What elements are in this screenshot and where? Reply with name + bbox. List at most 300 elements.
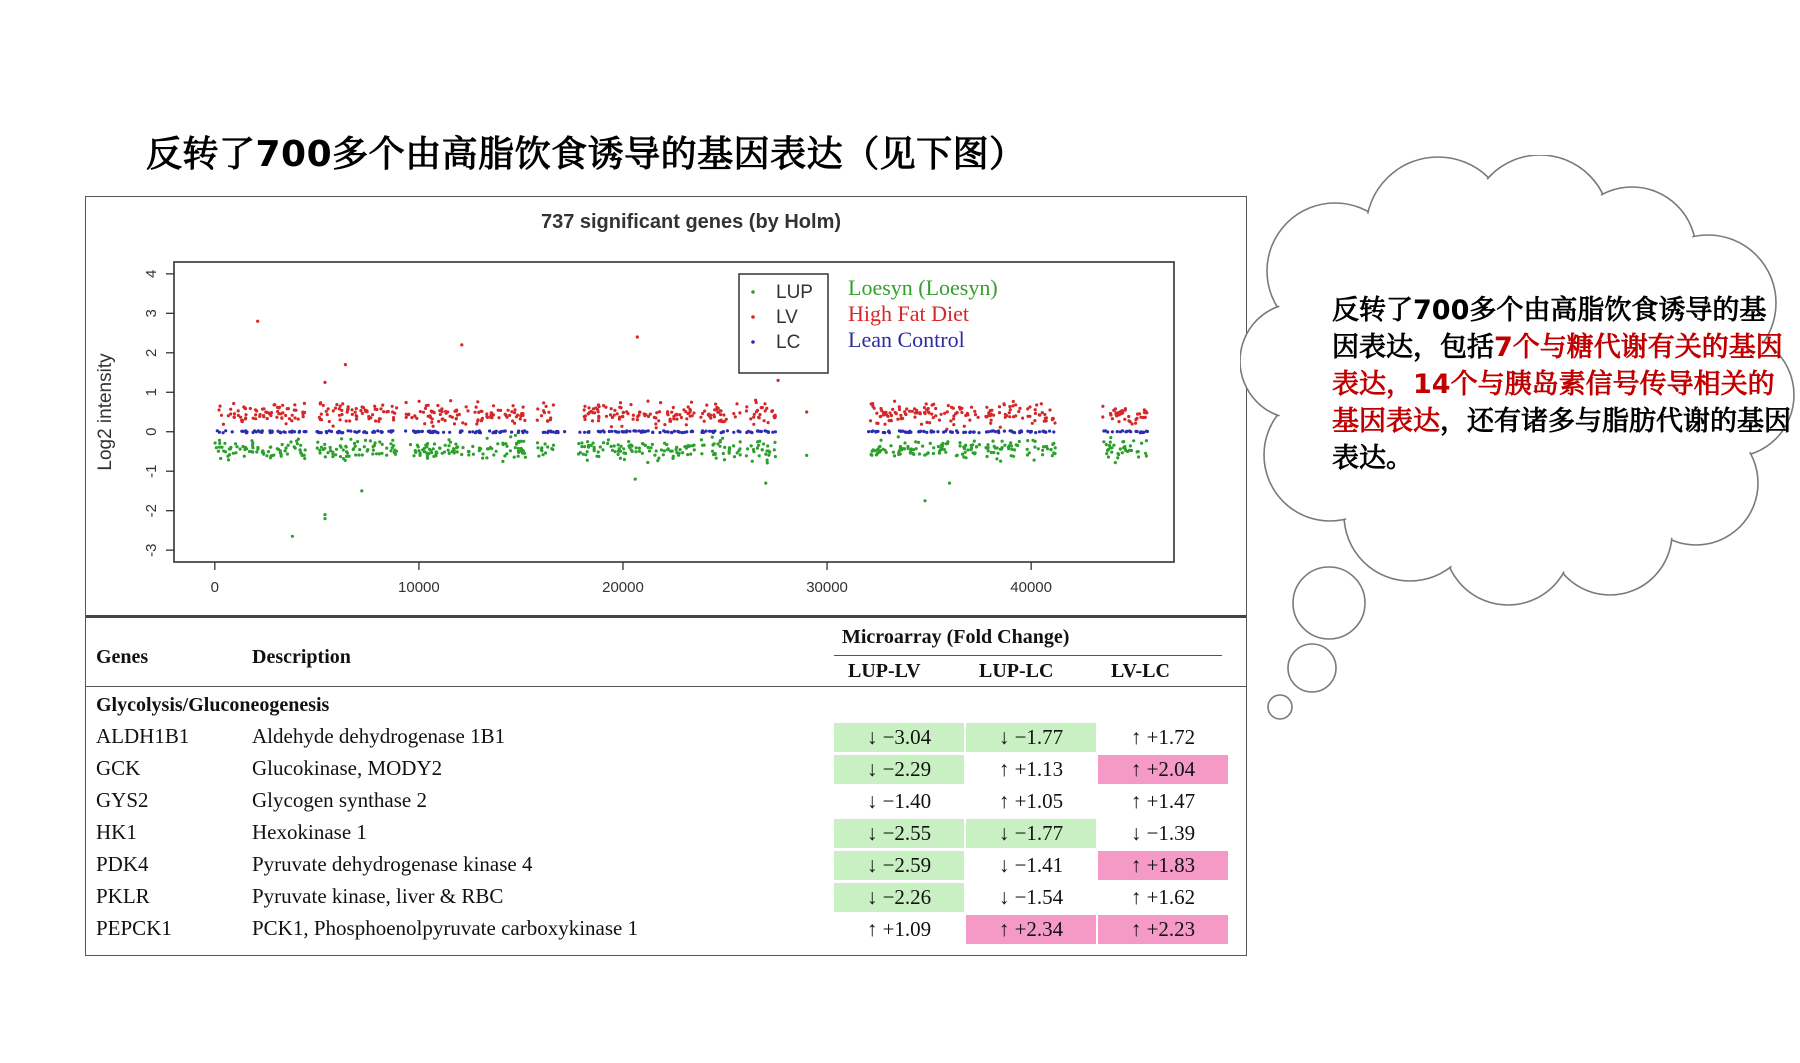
fold-change-cell: ↑ +1.13 [998,757,1064,781]
data-point [490,416,493,419]
data-point [937,445,940,448]
data-point [613,444,616,447]
data-point [1018,407,1021,410]
data-point [668,420,671,423]
data-point [764,409,767,412]
data-point [540,446,543,449]
data-point [925,421,928,424]
data-point [1003,430,1006,433]
data-point [614,430,617,433]
data-point [316,447,319,450]
data-point [345,419,348,422]
data-point [404,429,407,432]
data-point [946,410,949,413]
data-point [749,430,752,433]
data-point [495,450,498,453]
data-point [351,408,354,411]
section-heading: Glycolysis/Gluconeogenesis [96,694,330,716]
data-point [516,414,519,417]
data-point [356,440,359,443]
data-point [609,413,612,416]
data-point [620,425,623,428]
data-point [1033,419,1036,422]
data-point [684,410,687,413]
data-point [267,450,270,453]
data-point [621,415,624,418]
data-point [546,445,549,448]
data-point [1109,436,1112,439]
data-point-outlier [460,343,463,346]
data-point [298,431,301,434]
data-point [973,440,976,443]
data-point [940,413,943,416]
legend-side-label: Loesyn (Loesyn) [848,275,998,300]
data-point [1012,415,1015,418]
x-tick-label: 10000 [398,579,440,596]
data-point [335,448,338,451]
data-point [925,431,928,434]
data-point [359,409,362,412]
data-point [728,452,731,455]
data-point [936,430,939,433]
data-point [758,413,761,416]
data-point [215,446,218,449]
data-point [276,447,279,450]
data-point [425,404,428,407]
data-point [913,416,916,419]
data-point [475,430,478,433]
data-point [1030,430,1033,433]
data-point [925,402,928,405]
data-point [762,442,765,445]
data-point [653,416,656,419]
data-point [767,421,770,424]
data-point [481,452,484,455]
data-point [898,449,901,452]
gene-description: Aldehyde dehydrogenase 1B1 [252,724,506,748]
data-point [241,445,244,448]
data-point [649,413,652,416]
data-point [1052,442,1055,445]
data-point [714,452,717,455]
data-point [1054,446,1057,449]
data-point [389,449,392,452]
data-point [339,444,342,447]
data-point [505,414,508,417]
data-point [417,449,420,452]
data-point-outlier [634,478,637,481]
data-point [721,437,724,440]
data-point [1045,419,1048,422]
data-point [934,414,937,417]
data-point [288,417,291,420]
data-point [1122,440,1125,443]
series-lup [214,434,1149,538]
data-point [625,429,628,432]
data-point [876,448,879,451]
data-point [607,438,610,441]
data-point [578,431,581,434]
data-point [414,451,417,454]
data-point [294,447,297,450]
data-point [243,455,246,458]
data-point [583,408,586,411]
data-point [536,446,539,449]
data-point [377,420,380,423]
data-point [651,431,654,434]
fold-change-cell: ↓ −3.04 [834,723,964,752]
data-point [361,453,364,456]
data-point [1106,449,1109,452]
data-point [745,454,748,457]
data-point [590,410,593,413]
data-point [413,414,416,417]
data-point [1041,449,1044,452]
data-point [475,422,478,425]
data-point [453,422,456,425]
data-point [722,420,725,423]
y-tick-label: 2 [142,348,160,357]
data-point [224,450,227,453]
data-point [655,449,658,452]
data-point [675,448,678,451]
data-point [719,413,722,416]
header-microarray: Microarray (Fold Change) [842,626,1070,648]
data-point [1124,407,1127,410]
data-point [728,448,731,451]
data-point [354,453,357,456]
data-point [647,429,650,432]
data-point [497,416,500,419]
data-point [1008,411,1011,414]
data-point [628,430,631,433]
data-point [422,411,425,414]
data-point [610,407,613,410]
data-point [989,409,992,412]
data-point [455,417,458,420]
data-point [994,430,997,433]
data-point [763,402,766,405]
data-point [452,447,455,450]
data-point [610,445,613,448]
data-point [966,412,969,415]
data-point [439,413,442,416]
data-point [1002,402,1005,405]
data-point [1003,444,1006,447]
legend-side-label: High Fat Diet [848,301,969,326]
cloud-bubble [1268,695,1292,719]
data-point [347,429,350,432]
data-point [903,441,906,444]
data-point [340,431,343,434]
data-point [1007,446,1010,449]
data-point [234,442,237,445]
data-point [622,447,625,450]
data-point [685,423,688,426]
data-point [977,416,980,419]
data-point [250,450,253,453]
data-point [232,402,235,405]
data-point [522,406,525,409]
data-point [1109,446,1112,449]
data-point [763,419,766,422]
data-point [448,452,451,455]
data-point [1105,443,1108,446]
data-point [757,444,760,447]
data-point [318,449,321,452]
data-point [978,443,981,446]
data-point [998,411,1001,414]
data-point [537,455,540,458]
y-tick-label: 4 [142,269,160,279]
data-point [513,456,516,459]
data-point [1041,411,1044,414]
data-point [882,448,885,451]
data-point [577,442,580,445]
data-point [903,430,906,433]
data-point [261,451,264,454]
data-point [295,439,298,442]
data-point [542,409,545,412]
data-point [357,453,360,456]
data-point [371,452,374,455]
data-point [1101,415,1104,418]
data-point [228,447,231,450]
data-point [449,441,452,444]
data-point [947,404,950,407]
data-point [391,446,394,449]
data-point [973,410,976,413]
legend-marker [751,290,755,294]
data-point [687,405,690,408]
legend-marker [751,315,755,319]
data-point [932,446,935,449]
data-point [969,448,972,451]
data-point [437,420,440,423]
data-point [909,449,912,452]
data-point [299,444,302,447]
data-point [513,408,516,411]
data-point [1117,453,1120,456]
data-point [1102,429,1105,432]
data-point [726,429,729,432]
data-point [496,442,499,445]
data-point [692,411,695,414]
data-point [714,403,717,406]
gene-description: Pyruvate dehydrogenase kinase 4 [252,852,533,876]
data-point [718,445,721,448]
data-point [643,414,646,417]
data-point [441,417,444,420]
gene-description: Hexokinase 1 [252,820,367,844]
data-point [733,455,736,458]
data-point [675,418,678,421]
fold-change-cell: ↓ −1.54 [998,885,1064,909]
data-point [1145,411,1148,414]
data-point [951,431,954,434]
data-point [667,430,670,433]
data-point [1117,420,1120,423]
data-point [774,414,777,417]
data-point [767,450,770,453]
data-point [773,448,776,451]
data-point [459,430,462,433]
data-point [345,455,348,458]
cloud-text-highlight: 7个与糖代谢有关的基因表达，14个与胰岛素信号传导相关的基因表达 [1332,332,1783,437]
data-point [1021,417,1024,420]
data-point [489,446,492,449]
data-point [1042,430,1045,433]
data-point [622,411,625,414]
data-point [593,448,596,451]
legend-label: LV [776,307,798,328]
data-point [923,411,926,414]
data-point [293,430,296,433]
cloud-text [1332,292,1792,477]
data-point [739,453,742,456]
data-point [722,413,725,416]
data-point [876,430,879,433]
data-point [678,413,681,416]
data-point [1144,452,1147,455]
data-point [617,443,620,446]
data-point [326,451,329,454]
series-lv [217,320,1148,431]
fold-change-cell: ↓ −1.41 [998,853,1064,877]
data-point [690,401,693,404]
data-point [735,402,738,405]
data-point [681,451,684,454]
data-point [919,412,922,415]
data-point [294,409,297,412]
data-point [552,444,555,447]
data-point [966,448,969,451]
data-point-outlier [764,482,767,485]
data-point [453,410,456,413]
data-point [767,454,770,457]
data-point [1053,421,1056,424]
data-point [276,430,279,433]
data-point [476,419,479,422]
data-point [1037,447,1040,450]
data-point [1034,408,1037,411]
data-point [944,430,947,433]
data-point [895,412,898,415]
data-point [1131,422,1134,425]
data-point [689,453,692,456]
data-point [672,415,675,418]
data-point [646,400,649,403]
fold-change-cell: ↓ −2.26 [834,883,964,912]
data-point [692,444,695,447]
data-point [930,429,933,432]
data-point [521,430,524,433]
data-point [949,419,952,422]
legend-label: LUP [776,282,813,303]
data-point [899,414,902,417]
data-point [232,452,235,455]
data-point [303,430,306,433]
data-point [345,450,348,453]
data-point [447,444,450,447]
data-point [912,453,915,456]
data-point [871,402,874,405]
data-point [481,457,484,460]
data-point [584,453,587,456]
data-point [557,431,560,434]
data-point [426,442,429,445]
data-point [641,452,644,455]
gene-name: HK1 [96,820,137,844]
data-point [438,409,441,412]
data-point [1138,412,1141,415]
data-point [240,419,243,422]
data-point [987,449,990,452]
fold-change-cell: ↓ −2.29 [834,755,964,784]
data-point [677,454,680,457]
data-point [385,447,388,450]
slide-title: 反转了700多个由高脂饮食诱导的基因表达（见下图） [146,134,1026,175]
data-point [995,457,998,460]
data-point [586,431,589,434]
data-point [363,445,366,448]
data-point [513,422,516,425]
data-point [233,416,236,419]
data-point [597,450,600,453]
fold-change-cell: ↑ +1.05 [998,789,1064,813]
data-point [220,414,223,417]
data-point [583,445,586,448]
data-point [476,400,479,403]
gene-name: PDK4 [96,852,149,876]
data-point [703,410,706,413]
data-point [999,448,1002,451]
data-point [385,454,388,457]
data-point [502,443,505,446]
data-point [659,401,662,404]
data-point [451,450,454,453]
data-point [587,446,590,449]
data-point [1101,405,1104,408]
data-point [270,454,273,457]
data-point [517,455,520,458]
data-point [655,426,658,429]
data-point [952,423,955,426]
data-point [461,421,464,424]
data-point [285,422,288,425]
data-point [540,449,543,452]
data-point [666,413,669,416]
data-point [1034,431,1037,434]
data-point [281,404,284,407]
data-point [266,417,269,420]
chart-title: 737 significant genes (by Holm) [540,211,842,233]
data-point [499,430,502,433]
data-point [1018,430,1021,433]
data-point [494,431,497,434]
data-point [909,431,912,434]
data-point [903,447,906,450]
data-point [941,445,944,448]
data-point [658,431,661,434]
data-point [720,431,723,434]
data-point [629,443,632,446]
data-point [943,412,946,415]
data-point [897,453,900,456]
data-point [549,416,552,419]
data-point [1033,446,1036,449]
data-point [1117,411,1120,414]
